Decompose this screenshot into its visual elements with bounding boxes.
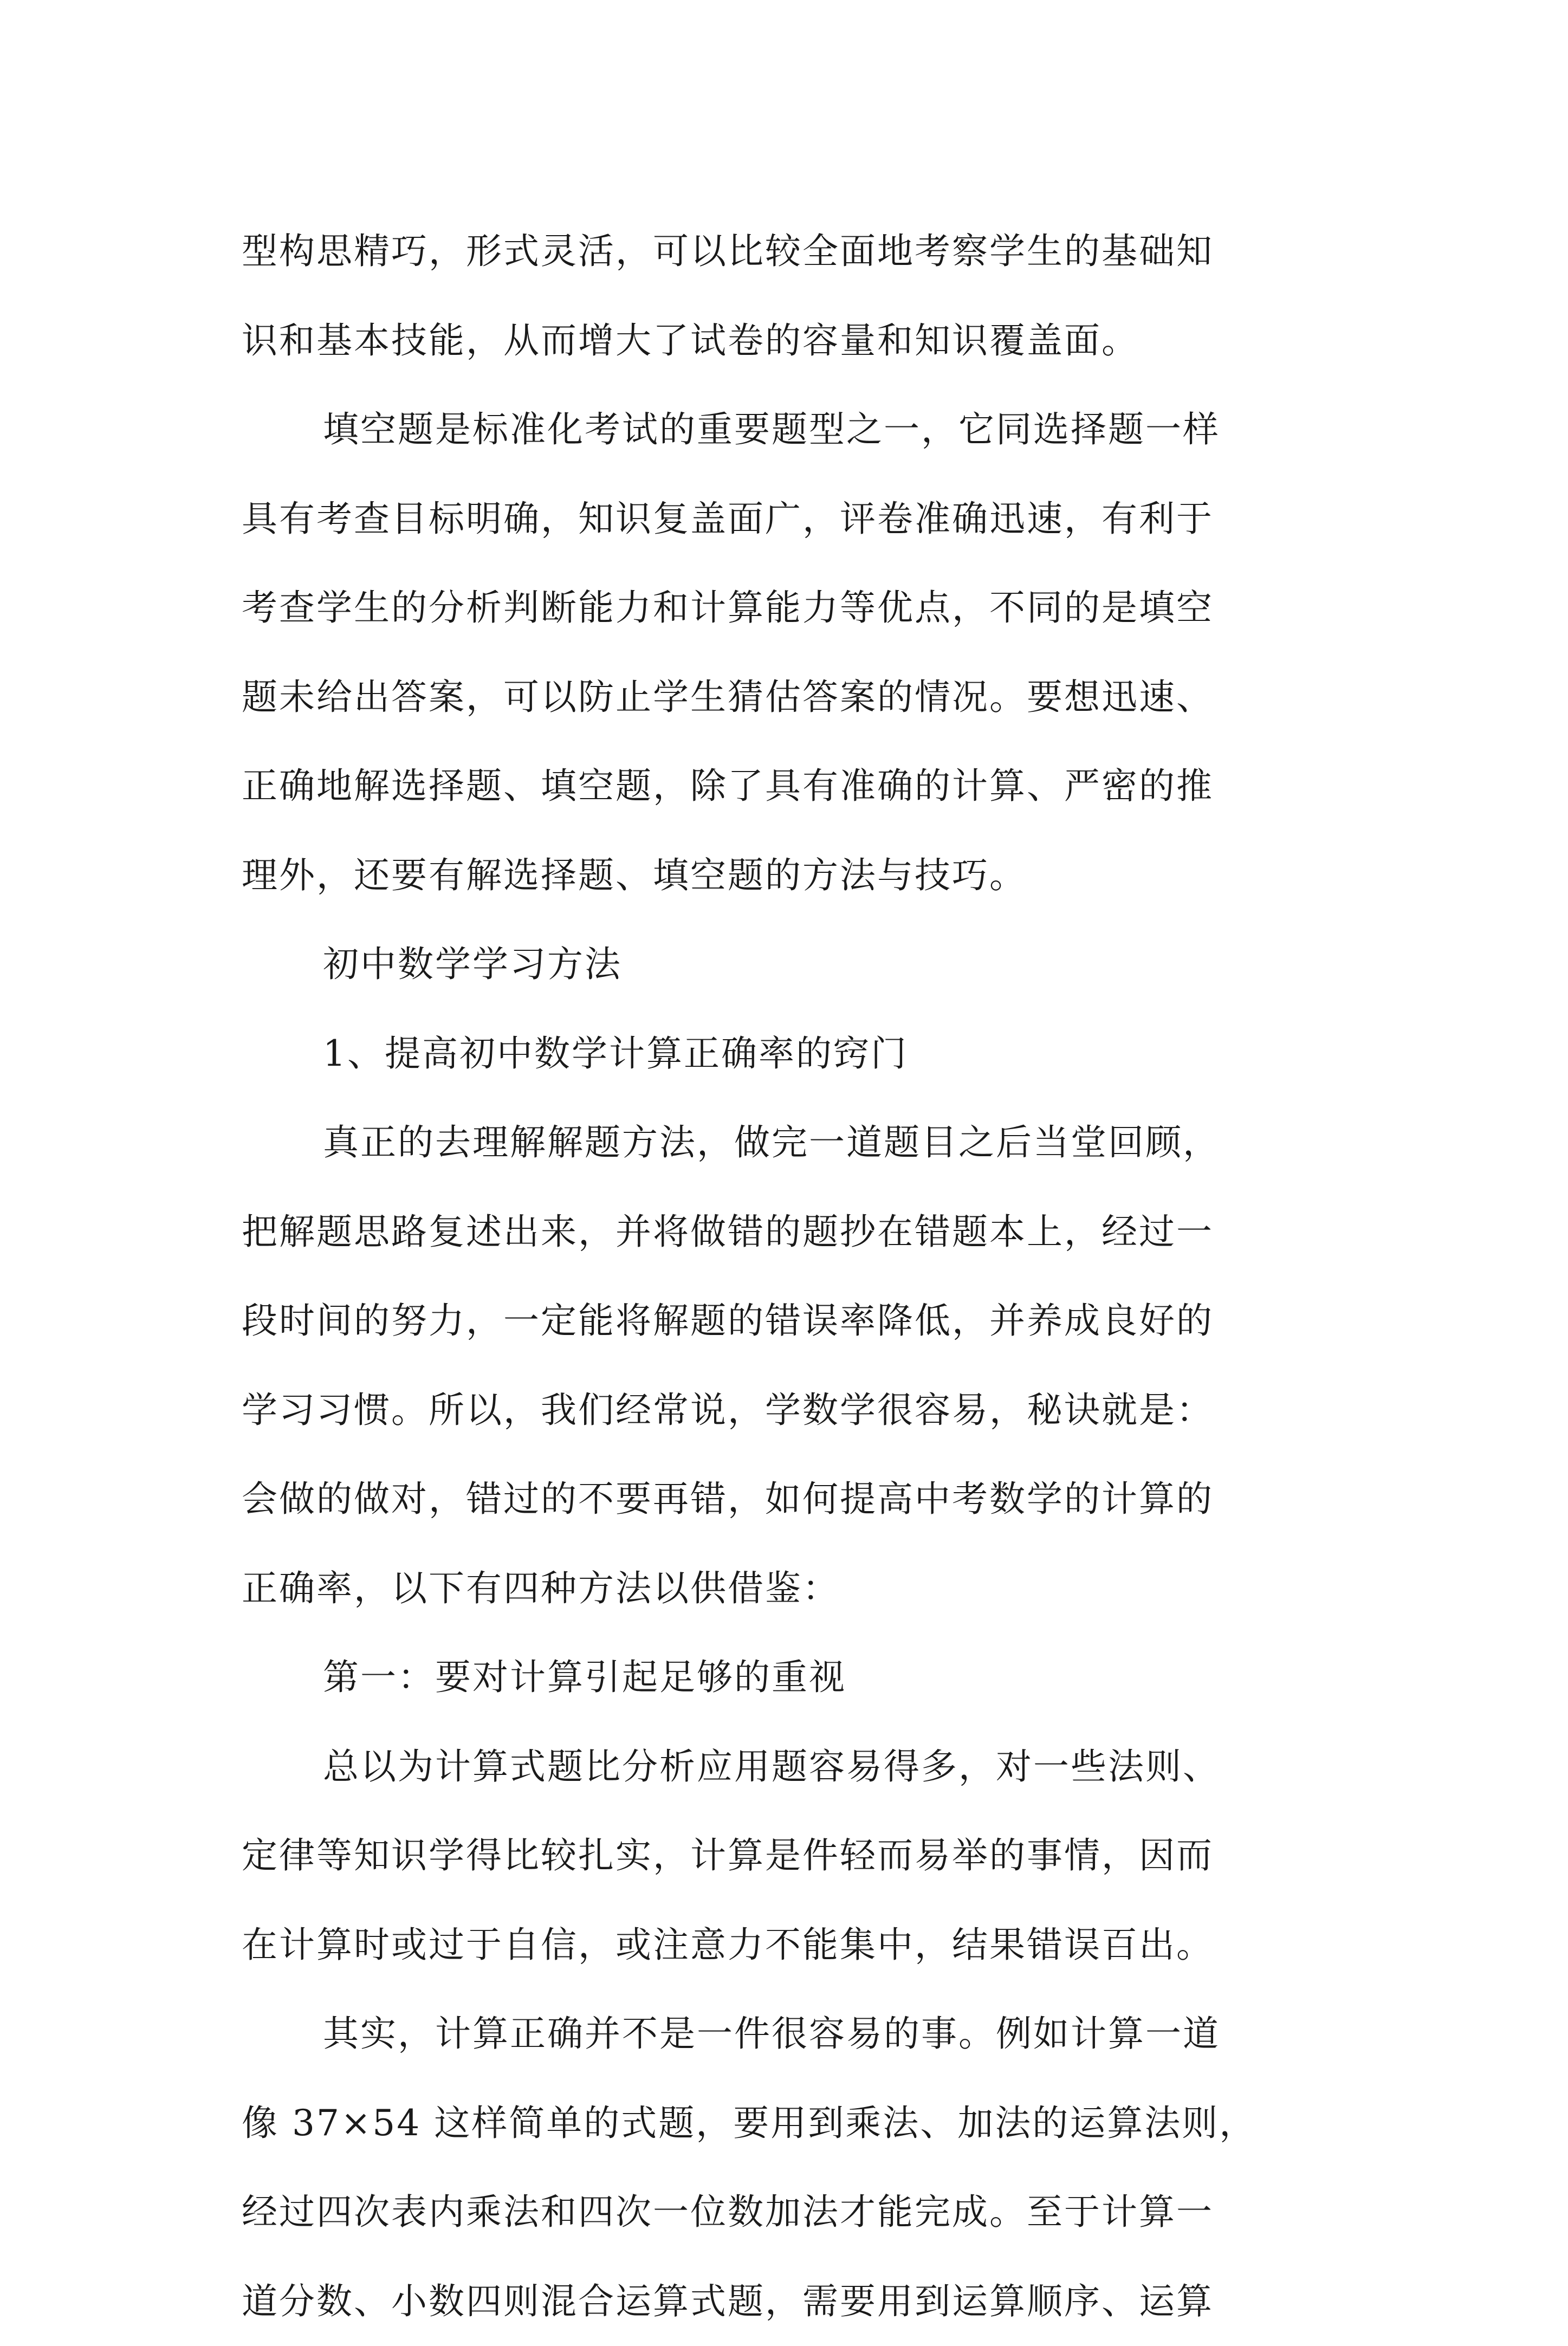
subsection-heading: 1、提高初中数学计算正确率的窍门 bbox=[242, 1009, 1326, 1099]
text-line: 经过四次表内乘法和四次一位数加法才能完成。至于计算一 bbox=[242, 2168, 1326, 2257]
section-heading: 初中数学学习方法 bbox=[242, 920, 1326, 1009]
text-line: 考查学生的分析判断能力和计算能力等优点，不同的是填空 bbox=[242, 563, 1326, 653]
text-line: 道分数、小数四则混合运算式题，需要用到运算顺序、运算 bbox=[242, 2257, 1326, 2346]
text-line: 总以为计算式题比分析应用题容易得多，对一些法则、 bbox=[242, 1722, 1326, 1812]
text-line: 像 37×54 这样简单的式题，要用到乘法、加法的运算法则， bbox=[242, 2079, 1326, 2168]
text-line: 定律等知识学得比较扎实，计算是件轻而易举的事情，因而 bbox=[242, 1811, 1326, 1901]
text-line: 型构思精巧，形式灵活，可以比较全面地考察学生的基础知 bbox=[242, 207, 1326, 296]
text-line: 填空题是标准化考试的重要题型之一，它同选择题一样 bbox=[242, 385, 1326, 475]
text-line: 其实，计算正确并不是一件很容易的事。例如计算一道 bbox=[242, 1989, 1326, 2079]
text-line: 学习习惯。所以，我们经常说，学数学很容易，秘诀就是： bbox=[242, 1366, 1326, 1455]
text-line: 正确率，以下有四种方法以供借鉴： bbox=[242, 1544, 1326, 1634]
text-line: 理外，还要有解选择题、填空题的方法与技巧。 bbox=[242, 831, 1326, 921]
text-line: 具有考查目标明确，知识复盖面广，评卷准确迅速，有利于 bbox=[242, 475, 1326, 564]
text-line: 正确地解选择题、填空题，除了具有准确的计算、严密的推 bbox=[242, 742, 1326, 831]
text-line: 题未给出答案，可以防止学生猜估答案的情况。要想迅速、 bbox=[242, 653, 1326, 742]
text-line: 会做的做对，错过的不要再错，如何提高中考数学的计算的 bbox=[242, 1455, 1326, 1544]
text-line: 在计算时或过于自信，或注意力不能集中，结果错误百出。 bbox=[242, 1901, 1326, 1990]
body-text bbox=[242, 207, 1326, 2346]
text-line: 真正的去理解解题方法，做完一道题目之后当堂回顾， bbox=[242, 1098, 1326, 1188]
text-line: 把解题思路复述出来，并将做错的题抄在错题本上，经过一 bbox=[242, 1188, 1326, 1277]
point-heading: 第一：要对计算引起足够的重视 bbox=[242, 1633, 1326, 1722]
text-line: 段时间的努力，一定能将解题的错误率降低，并养成良好的 bbox=[242, 1276, 1326, 1366]
text-line: 识和基本技能，从而增大了试卷的容量和知识覆盖面。 bbox=[242, 296, 1326, 386]
